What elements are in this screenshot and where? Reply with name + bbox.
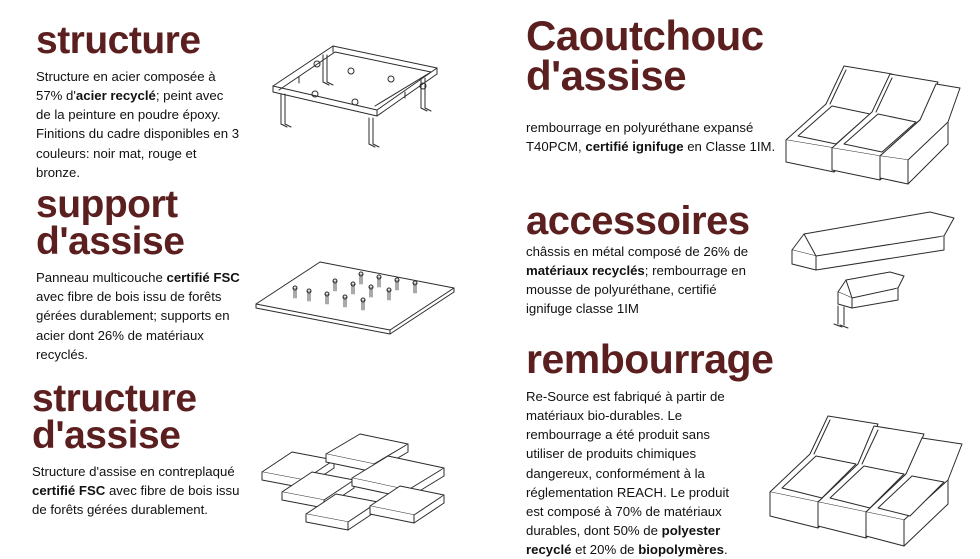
section-caoutchouc-assise <box>490 8 980 188</box>
backrest-and-armrest-isometric-illustration <box>780 206 970 331</box>
section-structure-assise <box>0 370 490 550</box>
section-structure-assise-text <box>32 377 242 520</box>
section-accessoires-body: châssis en métal composé de 26% de matériaux recyclés; rembourrage en mousse de polyuréthane, certifié ignifuge classe 1IM <box>526 244 749 317</box>
section-rembourrage <box>490 334 980 558</box>
heading-line: support <box>36 183 178 226</box>
heading-line: accessoires <box>526 199 750 243</box>
section-accessoires-text <box>526 199 751 319</box>
section-support-assise-heading <box>36 183 241 264</box>
section-support-assise-body: Panneau multicouche certifié FSC avec fibre de bois issu de forêts gérées durablement; supports en acier dont 26% de matériaux recyclés. <box>36 270 240 362</box>
upholstered-seat-modules-isometric-illustration <box>762 388 972 548</box>
plywood-seat-structure-isometric-illustration <box>248 420 463 535</box>
steel-frame-isometric-illustration <box>255 28 455 148</box>
section-caoutchouc-assise-text <box>526 12 778 156</box>
section-structure-assise-heading <box>32 377 242 458</box>
section-rembourrage-heading <box>526 336 774 382</box>
seat-support-panel-isometric-illustration <box>248 246 463 336</box>
heading-line: Caoutchouc <box>526 12 764 59</box>
heading-line: d'assise <box>32 414 181 458</box>
section-structure-text <box>36 19 241 182</box>
section-caoutchouc-assise-heading <box>526 12 778 99</box>
section-support-assise-text <box>36 183 241 364</box>
foam-seat-cushions-isometric-illustration <box>780 44 965 189</box>
section-support-assise <box>0 178 490 362</box>
section-caoutchouc-assise-body: rembourrage en polyuréthane expansé T40PCM, certifié ignifuge en Classe 1IM. <box>526 119 776 154</box>
heading-line: d'assise <box>36 220 185 264</box>
section-structure-assise-body: Structure d'assise en contreplaqué certifié FSC avec fibre de bois issu de forêts gérées durablement. <box>32 464 240 518</box>
section-accessoires-heading <box>526 199 751 243</box>
section-rembourrage-text <box>526 336 774 559</box>
section-structure-body: Structure en acier composée à 57% d'acier recyclé; peint avec de la peinture en poudre époxy. Finitions du cadre disponibles en 3 couleurs: noir mat, rouge et bronze. <box>36 69 240 180</box>
heading-line: d'assise <box>526 51 687 99</box>
heading-line: rembourrage <box>526 336 774 382</box>
section-rembourrage-body: Re-Source est fabriqué à partir de matériaux bio-durables. Le rembourrage a été produit sans utiliser de produits chimiques dangereux, conformément à la réglementation REACH. Le produit est composé à 70% de matériaux durables, dont 50% de polyester recyclé et 20% de biopolymères. <box>526 388 730 558</box>
right-column <box>490 0 980 558</box>
heading-line: structure <box>36 19 201 62</box>
heading-line: structure <box>32 377 197 420</box>
section-accessoires <box>490 196 980 336</box>
section-structure-heading <box>36 19 241 62</box>
left-column <box>0 0 490 550</box>
section-structure <box>0 10 490 180</box>
